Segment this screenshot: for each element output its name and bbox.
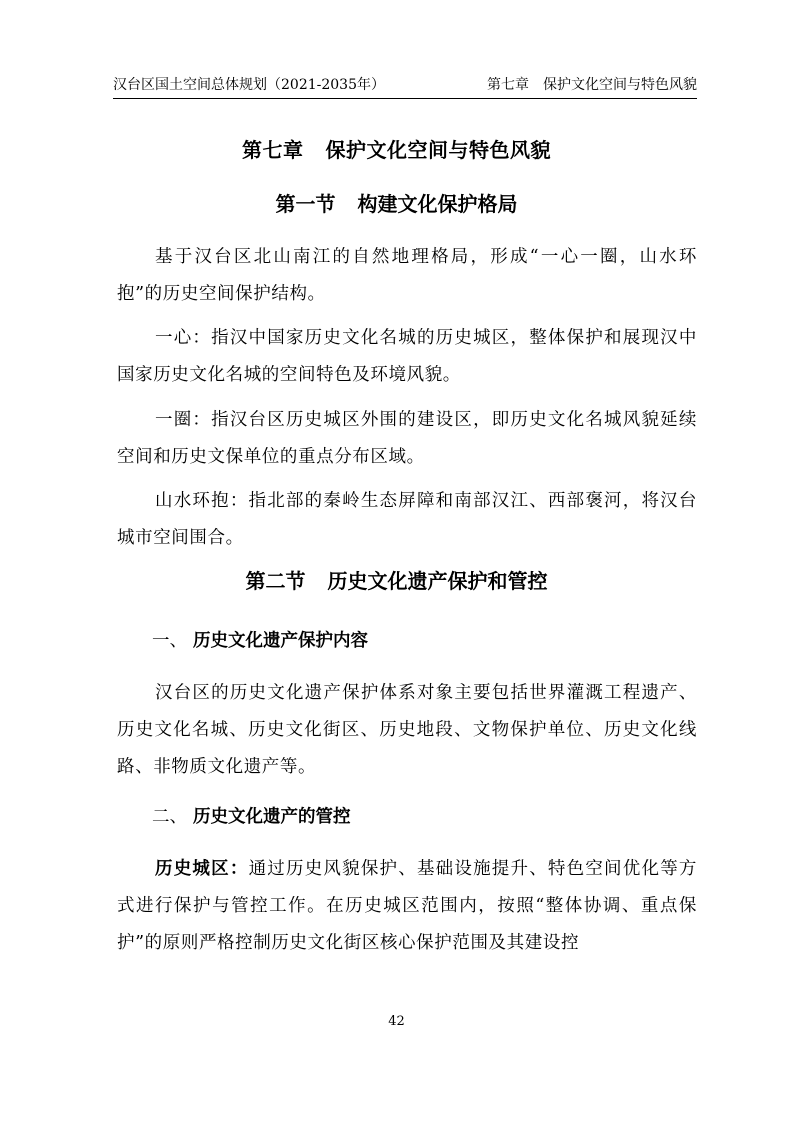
section-2-title xyxy=(0,565,793,594)
paragraph: 汉台区的历史文化遗产保护体系对象主要包括世界灌溉工程遗产、历史文化名城、历史文化街区、历史地段、文物保护单位、历史文化线路、非物质文化遗产等。 xyxy=(117,683,697,777)
paragraph: 基于汉台区北山南江的自然地理格局，形成“一心一圈，山水环抱”的历史空间保护结构。 xyxy=(117,247,697,304)
paragraph-text: 通过历史风貌保护、基础设施提升、特色空间优化等方式进行保护与管控工作。在历史城区范围内，按照“整体协调、重点保护”的原则严格控制历史文化街区核心保护范围及其建设控 xyxy=(117,859,698,953)
section-1-name: 构建文化保护格局 xyxy=(357,192,518,216)
page-number: 42 xyxy=(388,1014,405,1029)
chapter-number: 第七章 xyxy=(242,138,304,162)
subsection-number: 二、 xyxy=(152,807,187,827)
subsection-title: 历史文化遗产保护内容 xyxy=(193,631,368,651)
header-right-title: 第七章 保护文化空间与特色风貌 xyxy=(487,77,697,93)
subsection-heading xyxy=(152,627,368,652)
paragraph: 山水环抱：指北部的秦岭生态屏障和南部汉江、西部褒河，将汉台城市空间围合。 xyxy=(117,491,697,548)
section-2-number: 第二节 xyxy=(245,569,306,593)
chapter-name: 保护文化空间与特色风貌 xyxy=(325,138,551,162)
page-header xyxy=(113,70,697,94)
section-1-title xyxy=(0,188,793,217)
header-left-title: 汉台区国土空间总体规划（2021-2035年） xyxy=(113,77,385,93)
paragraph-lead: 历史城区： xyxy=(155,859,249,879)
subsection-title: 历史文化遗产的管控 xyxy=(193,807,351,827)
section-2-name: 历史文化遗产保护和管控 xyxy=(327,569,548,593)
subsection-heading xyxy=(152,803,351,828)
header-divider xyxy=(113,98,697,99)
section-1-number: 第一节 xyxy=(275,192,336,216)
subsection-number: 一、 xyxy=(152,631,187,651)
paragraph: 一心：指汉中国家历史文化名城的历史城区，整体保护和展现汉中国家历史文化名城的空间特色及环境风貌。 xyxy=(117,328,697,385)
chapter-title xyxy=(0,134,793,163)
paragraph: 一圈：指汉台区历史城区外围的建设区，即历史文化名城风貌延续空间和历史文保单位的重点分布区域。 xyxy=(117,410,697,467)
paragraph xyxy=(117,851,697,962)
